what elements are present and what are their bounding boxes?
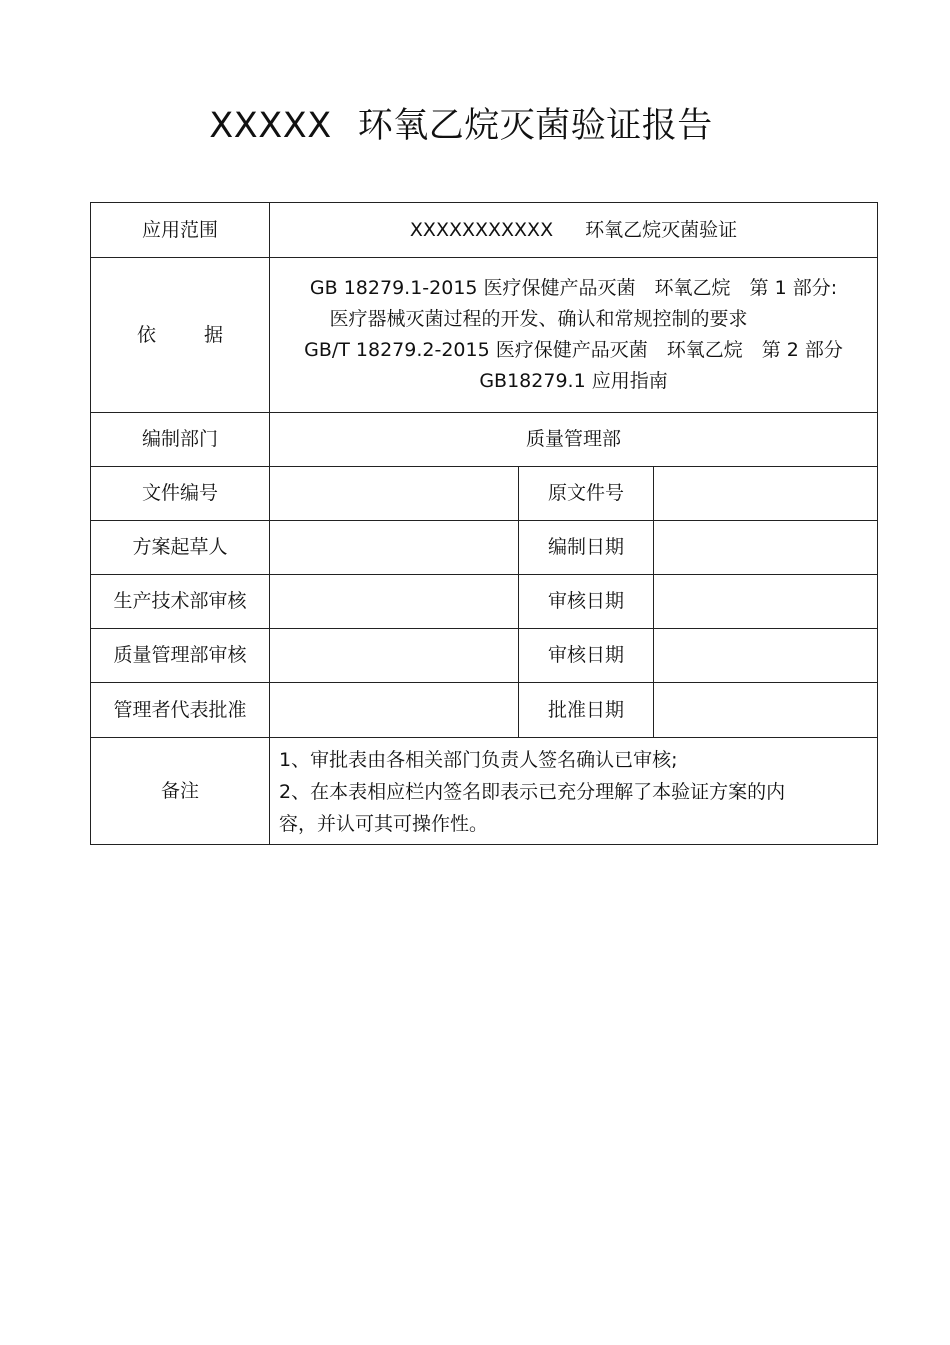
- department-label: 编制部门: [91, 413, 270, 467]
- approval-date-label: 批准日期: [519, 683, 654, 738]
- production-review-date-field[interactable]: [654, 575, 878, 629]
- compile-date-label: 编制日期: [519, 521, 654, 575]
- notes-label: 备注: [91, 738, 270, 845]
- quality-review-label: 质量管理部审核: [91, 629, 270, 683]
- note-line: 2、在本表相应栏内签名即表示已充分理解了本验证方案的内: [279, 781, 786, 803]
- notes-row: [91, 738, 878, 845]
- basis-line: GB/T 18279.2-2015 医疗保健产品灭菌 环氧乙烷 第 2 部分: [304, 339, 843, 361]
- management-approval-label: 管理者代表批准: [91, 683, 270, 738]
- scope-value-prefix: XXXXXXXXXXX: [409, 218, 554, 241]
- basis-value: [270, 258, 878, 413]
- drafter-field[interactable]: [270, 521, 519, 575]
- quality-review-field[interactable]: [270, 629, 519, 683]
- basis-line: GB 18279.1-2015 医疗保健产品灭菌 环氧乙烷 第 1 部分:: [309, 277, 838, 299]
- original-file-number-field[interactable]: [654, 467, 878, 521]
- department-value: 质量管理部: [270, 413, 878, 467]
- table-row: [91, 521, 878, 575]
- scope-value: [270, 203, 878, 258]
- approval-date-field[interactable]: [654, 683, 878, 738]
- quality-review-date-field[interactable]: [654, 629, 878, 683]
- management-approval-field[interactable]: [270, 683, 519, 738]
- title-prefix: XXXXX: [209, 106, 332, 146]
- approval-form-table: [90, 202, 878, 845]
- scope-label: 应用范围: [91, 203, 270, 258]
- basis-label: [91, 258, 270, 413]
- department-row: [91, 413, 878, 467]
- production-review-label: 生产技术部审核: [91, 575, 270, 629]
- note-line: 1、审批表由各相关部门负责人签名确认已审核;: [279, 749, 678, 771]
- basis-label-b: 据: [204, 323, 224, 346]
- production-review-date-label: 审核日期: [519, 575, 654, 629]
- scope-row: [91, 203, 878, 258]
- basis-line: GB18279.1 应用指南: [479, 370, 668, 392]
- table-row: [91, 629, 878, 683]
- file-number-label: 文件编号: [91, 467, 270, 521]
- production-review-field[interactable]: [270, 575, 519, 629]
- file-number-field[interactable]: [270, 467, 519, 521]
- basis-row: [91, 258, 878, 413]
- title-main: 环氧乙烷灭菌验证报告: [357, 106, 713, 146]
- original-file-number-label: 原文件号: [519, 467, 654, 521]
- notes-content: [270, 738, 878, 845]
- table-row: [91, 575, 878, 629]
- table-row: [91, 683, 878, 738]
- quality-review-date-label: 审核日期: [519, 629, 654, 683]
- drafter-label: 方案起草人: [91, 521, 270, 575]
- table-row: [91, 467, 878, 521]
- compile-date-field[interactable]: [654, 521, 878, 575]
- scope-value-main: 环氧乙烷灭菌验证: [585, 218, 738, 241]
- note-line: 容，并认可其可操作性。: [279, 813, 489, 835]
- document-title: [0, 98, 922, 148]
- basis-line: 医疗器械灭菌过程的开发、确认和常规控制的要求: [329, 308, 748, 330]
- basis-label-a: 依: [136, 323, 156, 346]
